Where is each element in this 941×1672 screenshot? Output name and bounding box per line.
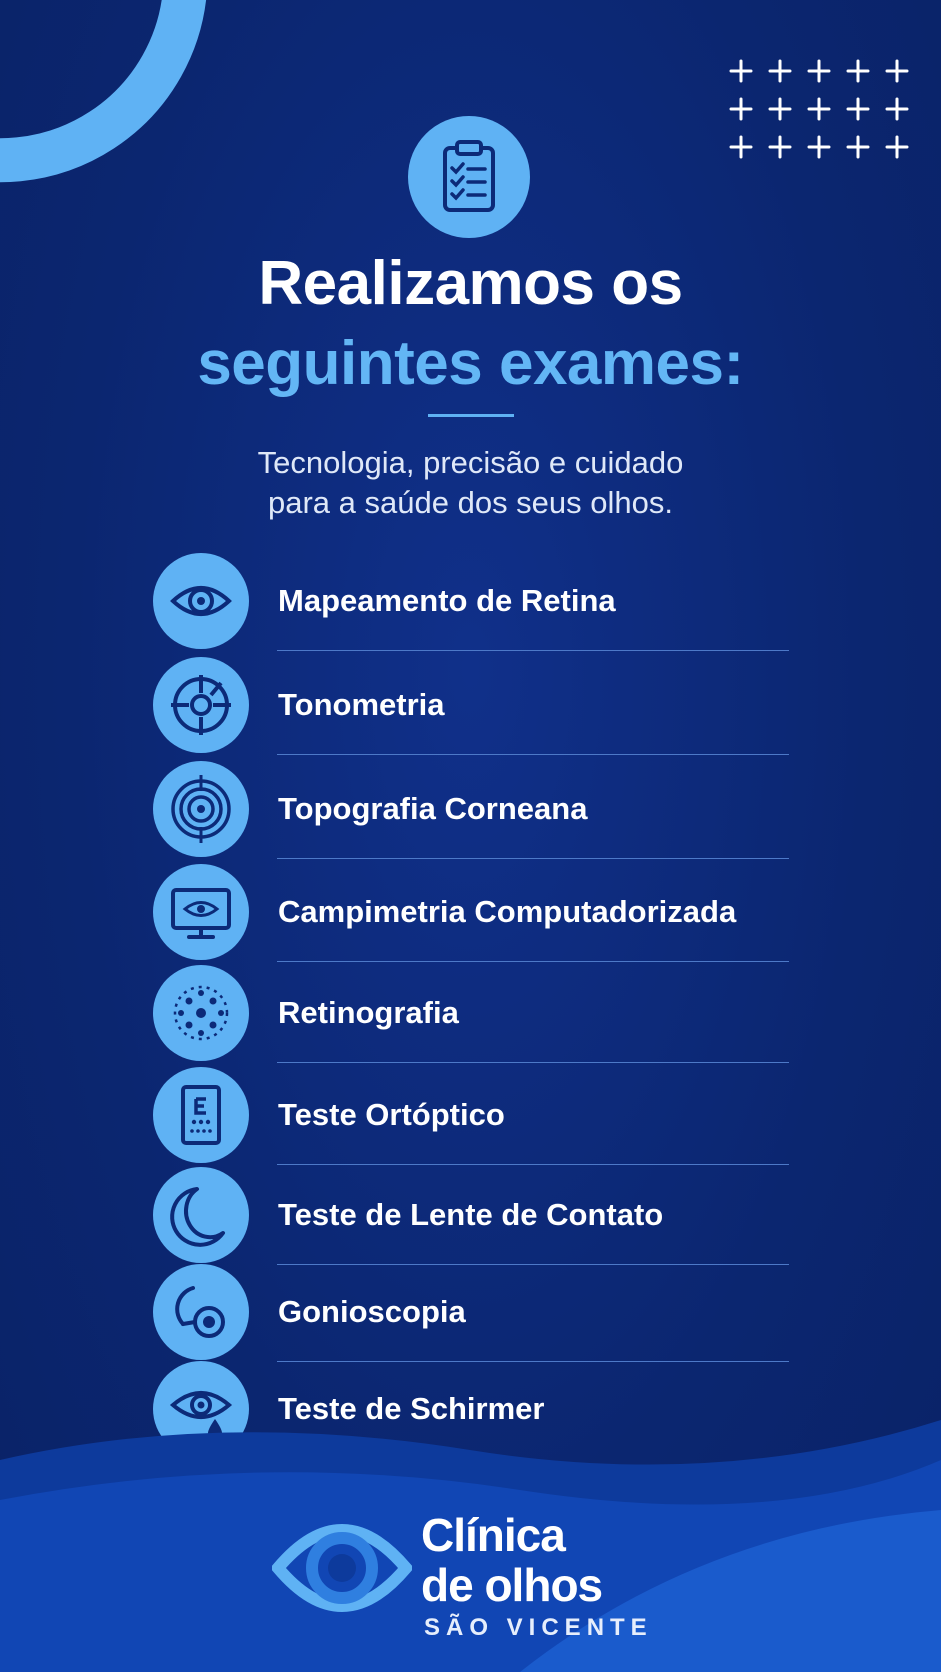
plus-grid-decoration xyxy=(731,61,907,157)
plus-sign-decoration xyxy=(887,137,907,157)
subtitle-line-1: Tecnologia, precisão e cuidado xyxy=(257,445,684,480)
plus-sign-decoration xyxy=(809,137,829,157)
logo-text-line-3: SÃO VICENTE xyxy=(424,1614,653,1641)
exam-label: Retinografia xyxy=(278,995,459,1030)
clipboard-badge xyxy=(408,116,530,238)
exam-label: Tonometria xyxy=(278,687,445,722)
plus-sign-decoration xyxy=(848,61,868,81)
exam-label: Teste de Lente de Contato xyxy=(278,1197,664,1232)
exam-icon-badge xyxy=(153,1067,249,1163)
page-title-line-1: Realizamos os xyxy=(258,249,683,318)
plus-sign-decoration xyxy=(848,99,868,119)
plus-sign-decoration xyxy=(770,61,790,81)
exam-label: Gonioscopia xyxy=(278,1294,466,1329)
exam-icon-badge xyxy=(153,1167,249,1263)
exam-icon-badge xyxy=(153,1264,249,1360)
exam-divider xyxy=(277,961,789,962)
exam-label: Teste de Schirmer xyxy=(278,1391,545,1426)
exam-divider xyxy=(277,1164,789,1165)
plus-sign-decoration xyxy=(731,99,751,119)
eye-icon xyxy=(153,553,249,649)
eye-chart-icon xyxy=(153,1067,249,1163)
exam-divider xyxy=(277,1062,789,1063)
clipboard-check-icon xyxy=(408,116,530,238)
page-title-line-2: seguintes exames: xyxy=(197,329,744,398)
exam-icon-badge xyxy=(153,657,249,753)
exam-item-teste-ortoptico xyxy=(153,1067,793,1163)
exam-divider xyxy=(277,650,789,651)
exam-item-retinografia xyxy=(153,965,793,1061)
plus-sign-decoration xyxy=(848,137,868,157)
exam-divider xyxy=(277,858,789,859)
exam-icon-badge xyxy=(153,965,249,1061)
logo-text-line-2: de olhos xyxy=(421,1559,603,1611)
exam-divider xyxy=(277,754,789,755)
plus-sign-decoration xyxy=(887,61,907,81)
gonioscopy-lens-icon xyxy=(153,1264,249,1360)
corner-arc-decoration xyxy=(0,0,185,160)
exam-icon-badge xyxy=(153,761,249,857)
monitor-eye-icon xyxy=(153,864,249,960)
exam-item-gonioscopia xyxy=(153,1264,793,1360)
subtitle-line-2: para a saúde dos seus olhos. xyxy=(268,485,673,520)
exam-icon-badge xyxy=(153,553,249,649)
exam-label: Teste Ortóptico xyxy=(278,1097,505,1132)
clinic-logo-eye-icon xyxy=(272,1496,412,1636)
exam-item-mapeamento-de-retina xyxy=(153,553,793,649)
exam-label: Topografia Corneana xyxy=(278,791,588,826)
contact-lens-icon xyxy=(153,1167,249,1263)
exam-item-topografia-corneana xyxy=(153,761,793,857)
exam-label: Campimetria Computadorizada xyxy=(278,894,737,929)
plus-sign-decoration xyxy=(731,137,751,157)
plus-sign-decoration xyxy=(770,137,790,157)
exam-icon-badge xyxy=(153,864,249,960)
exam-label: Mapeamento de Retina xyxy=(278,583,616,618)
title-divider xyxy=(428,414,514,417)
plus-sign-decoration xyxy=(809,99,829,119)
cornea-topography-icon xyxy=(153,761,249,857)
plus-sign-decoration xyxy=(770,99,790,119)
logo-text-line-1: Clínica xyxy=(421,1509,565,1561)
plus-sign-decoration xyxy=(809,61,829,81)
plus-sign-decoration xyxy=(887,99,907,119)
exam-item-tonometria xyxy=(153,657,793,753)
exam-item-teste-de-lente-de-contato xyxy=(153,1167,793,1263)
exam-item-campimetria-computadorizada xyxy=(153,864,793,960)
plus-sign-decoration xyxy=(731,61,751,81)
tonometer-icon xyxy=(153,657,249,753)
retina-dots-icon xyxy=(153,965,249,1061)
